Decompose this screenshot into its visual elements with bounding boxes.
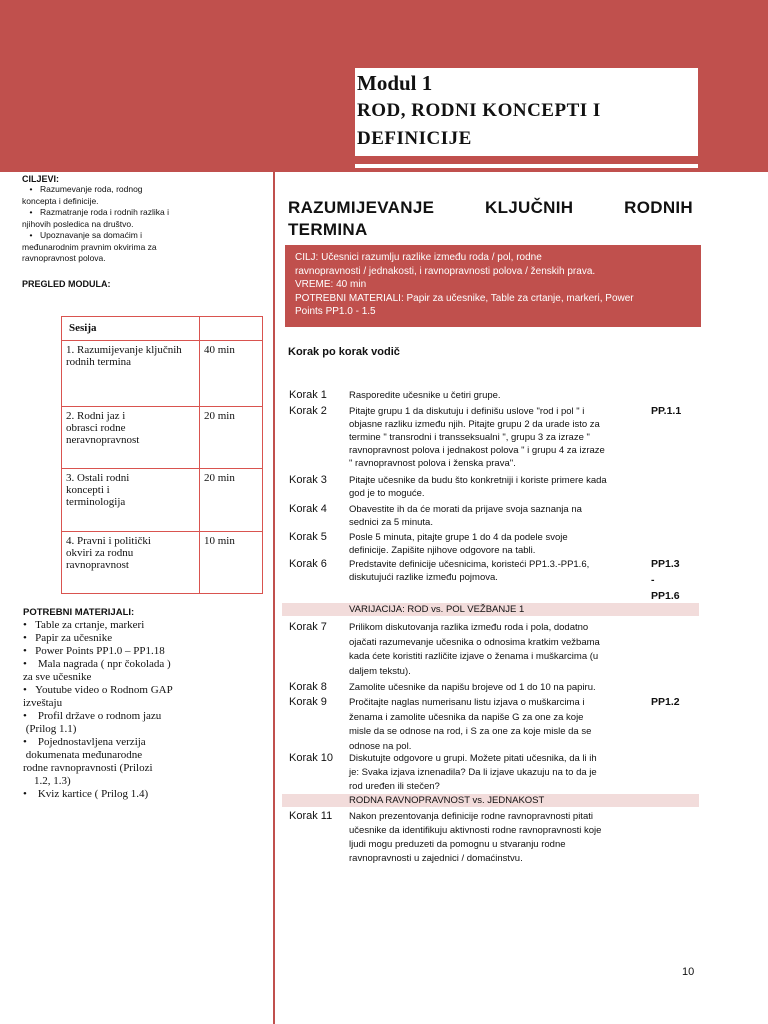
- variation-band: VARIJACIJA: ROD vs. POL VEŽBANJE 1: [282, 603, 699, 616]
- table-row: 4. Pravni i politički okviri za rodnu ravnopravnost 10 min: [62, 532, 263, 594]
- table-row: 2. Rodni jaz i obrasci rodne neravnopravnost 20 min: [62, 407, 263, 469]
- step-label: Korak 8: [289, 681, 327, 693]
- materials-list: [23, 606, 273, 801]
- list-item: • Table za crtanje, markeri: [23, 619, 145, 631]
- step-text: Predstavite definicije učesnicima, koristeći PP1.3.-PP1.6, diskutujući razlike između pojmova.: [349, 559, 590, 583]
- module-number: Modul 1: [357, 71, 433, 95]
- step-label: Korak 1: [289, 389, 327, 401]
- list-item: • Mala nagrada ( npr čokolada ) za sve učesnike: [23, 658, 171, 683]
- goal-item: • Razumevanje roda, rodnog koncepta i definicije.: [22, 184, 143, 206]
- step-text: Pitajte grupu 1 da diskutuju i definišu uslove "rod i pol " i objasne razliku između njih. Pitajte grupu 2 da urade isto za termine " transrodni i transseksualni ", grupu 3 za izraze " ravnopravnost polova i jednakost polova " i grupu 4 za izraze " ravnopravnost polova i ženska prava".: [349, 406, 605, 469]
- section-title: [288, 197, 693, 241]
- list-item: • Profil države o rodnom jazu (Prilog 1.1): [23, 710, 162, 735]
- table-row: 3. Ostali rodni koncepti i terminologija 20 min: [62, 469, 263, 532]
- goals-heading: CILJEVI:: [22, 174, 60, 184]
- section-title-word: KLJUČNIH: [485, 198, 574, 217]
- module-title-line1: ROD, RODNI KONCEPTI I: [357, 100, 601, 121]
- sessions-table: [61, 316, 263, 594]
- pp-reference: PP1.2: [651, 696, 680, 708]
- section-title-line2: TERMINA: [288, 220, 368, 239]
- step-text: Posle 5 minuta, pitajte grupe 1 do 4 da podele svoje definicije. Zapišite njihove odgovore na tabli.: [349, 532, 568, 556]
- guide-title: Korak po korak vodič: [288, 346, 400, 358]
- column-divider: [273, 172, 275, 1024]
- sessions-header: Sesija: [62, 317, 200, 341]
- materials-heading: POTREBNI MATERIJALI:: [23, 607, 135, 618]
- step-label: Korak 10: [289, 752, 334, 764]
- section-title-word: RAZUMIJEVANJE: [288, 198, 435, 217]
- step-label: Korak 4: [289, 503, 327, 515]
- pp-reference: PP1.6: [651, 590, 680, 602]
- table-row: 1. Razumijevanje ključnih rodnih termina 40 min: [62, 341, 263, 407]
- step-text: Pročitajte naglas numerisanu listu izjava o muškarcima i ženama i zamolite učesnika da napiše G za one za koje misle da se odnose na rod, i S za one za koje misle da se odnose na pol.: [349, 697, 592, 752]
- step-text: Zamolite učesnike da napišu brojeve od 1 do 10 na papiru.: [349, 682, 596, 693]
- left-column: [22, 174, 262, 289]
- list-item: • Power Points PP1.0 – PP1.18: [23, 645, 165, 657]
- pp-reference: PP.1.1: [651, 405, 682, 417]
- step-text: Rasporedite učesnike u četiri grupe.: [349, 390, 501, 401]
- step-label: Korak 3: [289, 474, 327, 486]
- list-item: • Youtube video o Rodnom GAP izveštaju: [23, 684, 173, 709]
- step-label: Korak 7: [289, 621, 327, 633]
- page-number: 10: [682, 966, 695, 978]
- step-label: Korak 2: [289, 405, 327, 417]
- goal-item: • Upoznavanje sa domaćim i međunarodnim pravnim okvirima za ravnopravnost polova.: [22, 230, 157, 263]
- step-label: Korak 11: [289, 810, 333, 822]
- list-item: • Papir za učesnike: [23, 632, 113, 644]
- title-underline: [355, 164, 698, 168]
- list-item: • Pojednostavljena verzija dokumenata međunarodne rodne ravnopravnosti (Prilozi 1.2, 1.3): [23, 736, 153, 787]
- pp-reference: PP1.3: [651, 558, 680, 570]
- step-text: Prilikom diskutovanja razlika između roda i pola, dodatno ojačati razumevanje učesnika o odnosima kratkim vežbama kada ćete koristiti različite izjave o ženama i muškarcima (u daljem tekstu).: [349, 622, 600, 677]
- objective-box: CILJ: Učesnici razumlju razlike između roda / pol, rodne ravnopravnosti / jednakosti, i ravnopravnosti polova / ženskih prava. VREME: 40 min POTREBNI MATERIALI: Papir za učesnike, Table za crtanje, markeri, Power Points PP1.0 - 1.5: [285, 245, 701, 327]
- step-text: Diskutujte odgovore u grupi. Možete pitati učesnika, da li ih je: Svaka izjava iznenadila? Da li izjave ukazuju na to da je rod uređen ili stečen?: [349, 753, 597, 792]
- step-text: Obavestite ih da će morati da prijave svoja saznanja na sednici za 5 minuta.: [349, 504, 582, 528]
- list-item: • Kviz kartice ( Prilog 1.4): [23, 788, 149, 800]
- overview-heading: PREGLED MODULA:: [22, 278, 111, 289]
- module-title-box: [355, 68, 698, 156]
- step-label: Korak 6: [289, 558, 327, 570]
- section-title-word: RODNIH: [624, 198, 693, 217]
- step-label: Korak 5: [289, 531, 327, 543]
- equality-band: RODNA RAVNOPRAVNOST vs. JEDNAKOST: [282, 794, 699, 807]
- pp-reference: -: [651, 574, 655, 586]
- step-label: Korak 9: [289, 696, 327, 708]
- module-title-line2: DEFINICIJE: [357, 128, 472, 149]
- step-text: Nakon prezentovanja definicije rodne ravnopravnosti pitati učesnike da identifikuju aktivnosti rodne ravnopravnosti koje ljudi mogu preduzeti da pomognu u stvaranju rodne ravnopravnosti u zajednici / domaćinstvu.: [349, 811, 602, 864]
- step-text: Pitajte učesnike da budu što konkretniji i koriste primere kada god je to moguće.: [349, 475, 607, 499]
- goal-item: • Razmatranje roda i rodnih razlika i njihovih posledica na društvo.: [22, 207, 169, 229]
